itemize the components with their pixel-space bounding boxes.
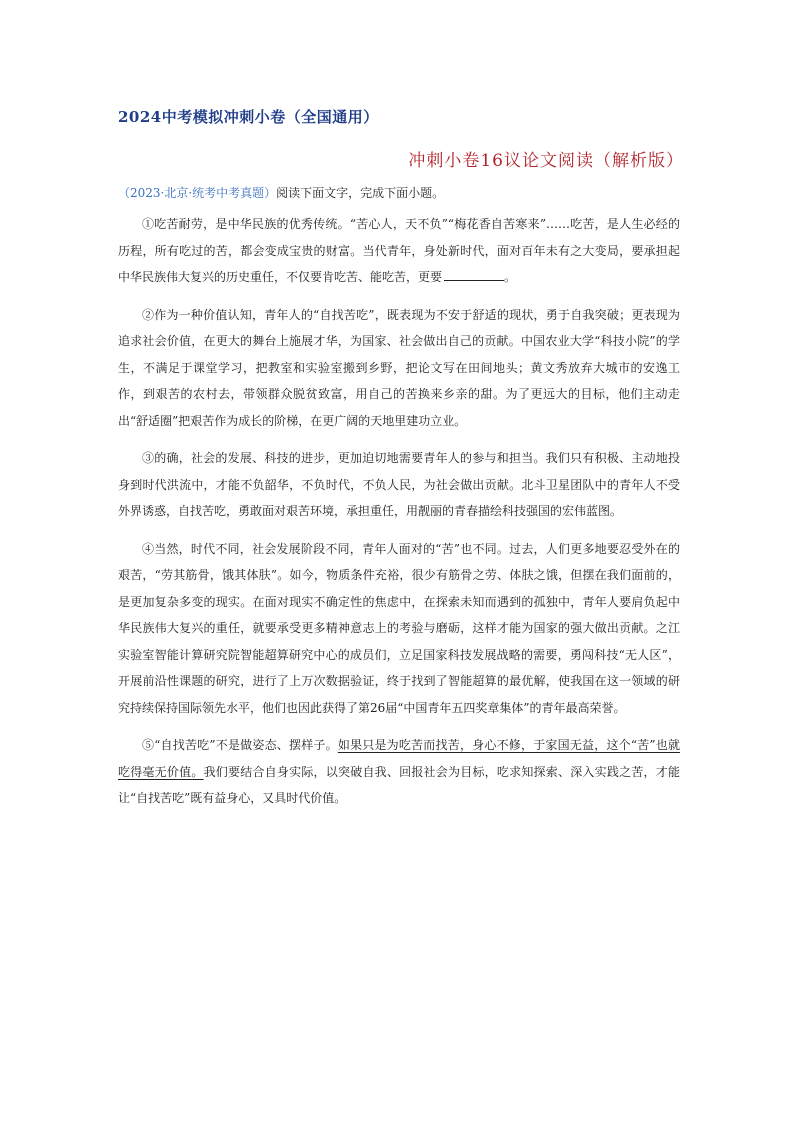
- fill-in-blank: [444, 266, 504, 281]
- question-instruction: 阅读下面文字，完成下面小题。: [276, 186, 445, 200]
- paragraph-4: ④当然，时代不同，社会发展阶段不同，青年人面对的“苦”也不同。过去，人们更多地要忍受外在的艰苦，“劳其筋骨，饿其体肤”。如今，物质条件充裕，很少有筋骨之劳、体肤之饿，但摆在我们面前的，是更加复杂多变的现实。在面对现实不确定性的焦虑中，在探索未知而遇到的孤独中，青年人要肩负起中华民族伟大复兴的重任，就要承受更多精神意志上的考验与磨砺，这样才能为国家的强大做出贡献。之江实验室智能计算研究院智能超算研究中心的成员们，立足国家科技发展战略的需要，勇闯科技“无人区”，开展前沿性课题的研究，进行了上万次数据验证，终于找到了智能超算的最优解，使我国在这一领域的研究持续保持国际领先水平，他们也因此获得了第26届“中国青年五四奖章集体”的青年最高荣誉。: [118, 541, 680, 715]
- article-body: [118, 211, 680, 823]
- paragraph-1: [118, 211, 680, 291]
- paragraph-2: ②作为一种价值认知，青年人的“自找苦吃”，既表现为不安于舒适的现状，勇于自我突破；更表现为追求社会价值，在更大的舞台上施展才华，为国家、社会做出自己的贡献。中国农业大学“科技小院”的学生，不满足于课堂学习，把教室和实验室搬到乡野，把论文写在田间地头；黄文秀放弃大城市的安逸工作，到艰苦的农村去，带领群众脱贫致富，用自己的苦换来乡亲的甜。为了更远大的目标，他们主动走出“舒适圈”把艰苦作为成长的阶梯，在更广阔的天地里建功立业。: [118, 307, 680, 428]
- paragraph-3: ③的确，社会的发展、科技的进步，更加迫切地需要青年人的参与和担当。我们只有积极、主动地投身到时代洪流中，才能不负韶华，不负时代，不负人民，为社会做出贡献。北斗卫星团队中的青年人不受外界诱惑，自找苦吃，勇敢面对艰苦环境，承担重任，用靓丽的青春描绘科技强国的宏伟蓝图。: [118, 451, 680, 518]
- question-intro: [118, 184, 444, 201]
- paragraph-1-end: 。: [504, 270, 517, 284]
- paragraph-5: [118, 732, 680, 812]
- paragraph-1-text: ①吃苦耐劳，是中华民族的优秀传统。“苦心人，天不负”“梅花香自苦寒来”……吃苦，是人生必经的历程，所有吃过的苦，都会变成宝贵的财富。当代青年，身处新时代，面对百年未有之大变局，要承担起中华民族伟大复兴的历史重任，不仅要肯吃苦、能吃苦，更要: [118, 217, 680, 284]
- underlined-sentence: 如果只是为吃苦而找苦，身心不修，于家国无益，这个“苦”也就吃得毫无价值。: [118, 738, 680, 779]
- series-title: 2024中考模拟冲刺小卷（全国通用）: [118, 108, 379, 126]
- paragraph-5-end: 我们要结合自身实际，以突破自我、回报社会为目标，吃求知探索、深入实践之苦，才能让“自找苦吃”既有益身心，又具时代价值。: [118, 764, 680, 805]
- paper-title: 冲刺小卷16议论文阅读（解析版）: [408, 151, 684, 171]
- paragraph-5-start: ⑤“自找苦吃”不是做姿态、摆样子。: [142, 738, 338, 752]
- question-source: （2023·北京·统考中考真题）: [118, 186, 277, 200]
